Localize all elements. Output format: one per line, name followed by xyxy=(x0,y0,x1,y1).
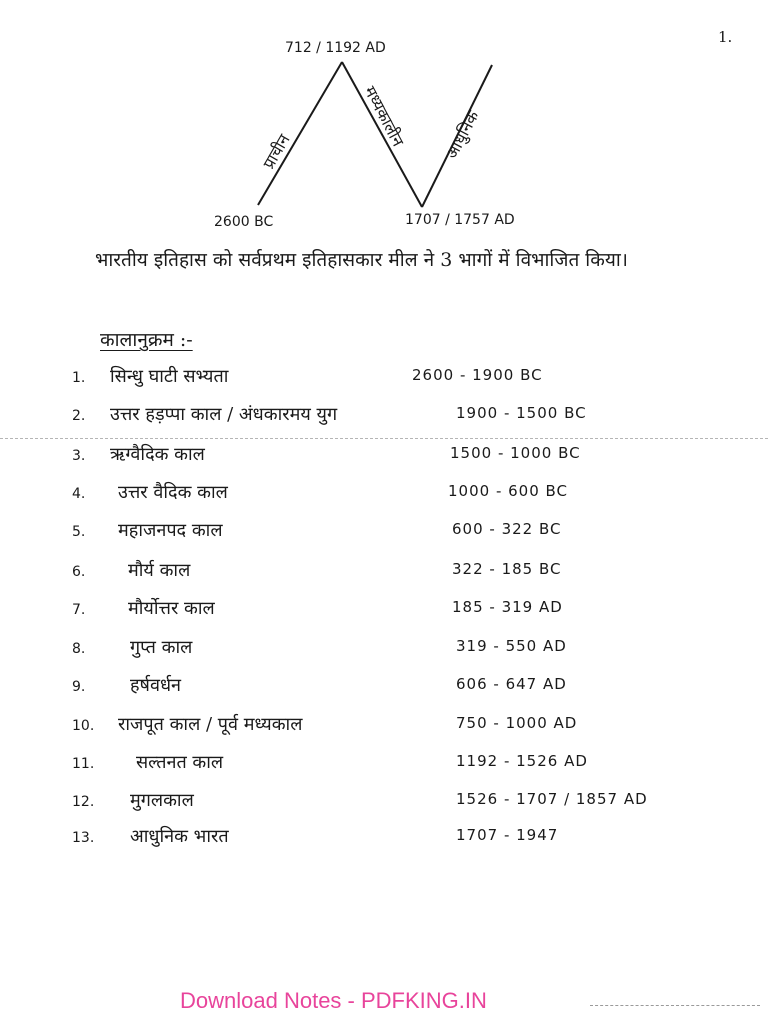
period-name: गुप्त काल xyxy=(130,637,193,658)
period-range: 750 - 1000 AD xyxy=(456,714,578,732)
period-name: महाजनपद काल xyxy=(118,520,223,541)
item-number: 4. xyxy=(72,486,86,502)
item-number: 1. xyxy=(72,370,86,386)
item-number: 2. xyxy=(72,408,86,424)
segment-ancient-label: प्राचीन xyxy=(259,130,294,172)
list-item xyxy=(0,788,768,818)
period-name: आधुनिक भारत xyxy=(130,826,229,847)
valley-label: 1707 / 1757 AD xyxy=(405,212,515,228)
period-name: ऋग्वैदिक काल xyxy=(110,444,205,465)
footer-watermark-text: Download Notes - PDFKING.IN xyxy=(180,988,487,1013)
list-item xyxy=(0,596,768,626)
start-label: 2600 BC xyxy=(214,214,274,230)
period-range: 1500 - 1000 BC xyxy=(450,444,581,462)
item-number: 12. xyxy=(72,794,95,810)
period-range: 600 - 322 BC xyxy=(452,520,562,538)
period-range: 1000 - 600 BC xyxy=(448,482,569,500)
medieval-line xyxy=(342,62,422,207)
ancient-line xyxy=(258,62,342,205)
period-range: 2600 - 1900 BC xyxy=(412,366,543,384)
list-item xyxy=(0,750,768,780)
list-item xyxy=(0,712,768,742)
period-range: 322 - 185 BC xyxy=(452,560,562,578)
chronology-heading: कालानुक्रम :- xyxy=(100,329,193,351)
item-number: 7. xyxy=(72,602,86,618)
period-range: 1526 - 1707 / 1857 AD xyxy=(456,790,648,808)
list-item xyxy=(0,518,768,548)
period-range: 319 - 550 AD xyxy=(456,637,567,655)
period-zigzag-diagram xyxy=(0,0,768,240)
period-name: राजपूत काल / पूर्व मध्यकाल xyxy=(118,714,303,735)
item-number: 5. xyxy=(72,524,86,540)
page-fold-line xyxy=(0,438,768,439)
item-number: 8. xyxy=(72,641,86,657)
period-name: उत्तर हड़प्पा काल / अंधकारमय युग xyxy=(110,404,338,425)
list-item xyxy=(0,635,768,665)
period-name: सिन्धु घाटी सभ्यता xyxy=(110,366,229,387)
segment-modern-label: आधुनिक xyxy=(441,107,483,162)
list-item xyxy=(0,824,768,854)
period-name: सल्तनत काल xyxy=(136,752,224,773)
item-number: 13. xyxy=(72,830,95,846)
list-item xyxy=(0,480,768,510)
list-item xyxy=(0,364,768,394)
item-number: 10. xyxy=(72,718,95,734)
period-range: 1707 - 1947 xyxy=(456,826,559,844)
period-range: 1900 - 1500 BC xyxy=(456,404,587,422)
period-name: उत्तर वैदिक काल xyxy=(118,482,228,503)
footer-divider xyxy=(590,1005,760,1006)
period-range: 185 - 319 AD xyxy=(452,598,563,616)
list-item xyxy=(0,558,768,588)
item-number: 6. xyxy=(72,564,86,580)
item-number: 3. xyxy=(72,448,86,464)
period-name: मुगलकाल xyxy=(130,790,194,811)
list-item xyxy=(0,402,768,432)
period-range: 606 - 647 AD xyxy=(456,675,567,693)
period-range: 1192 - 1526 AD xyxy=(456,752,588,770)
item-number: 11. xyxy=(72,756,95,772)
list-item xyxy=(0,442,768,472)
page-number: 1. xyxy=(718,28,733,46)
peak-label: 712 / 1192 AD xyxy=(285,40,386,56)
period-name: मौर्य काल xyxy=(128,560,191,581)
period-name: मौर्योत्तर काल xyxy=(128,598,215,619)
item-number: 9. xyxy=(72,679,86,695)
period-name: हर्षवर्धन xyxy=(130,675,182,696)
segment-medieval-label: मध्यकालीन xyxy=(360,82,408,150)
list-item xyxy=(0,673,768,703)
intro-paragraph: भारतीय इतिहास को सर्वप्रथम इतिहासकार मील ने 3 भागों में विभाजित किया। xyxy=(95,249,628,271)
